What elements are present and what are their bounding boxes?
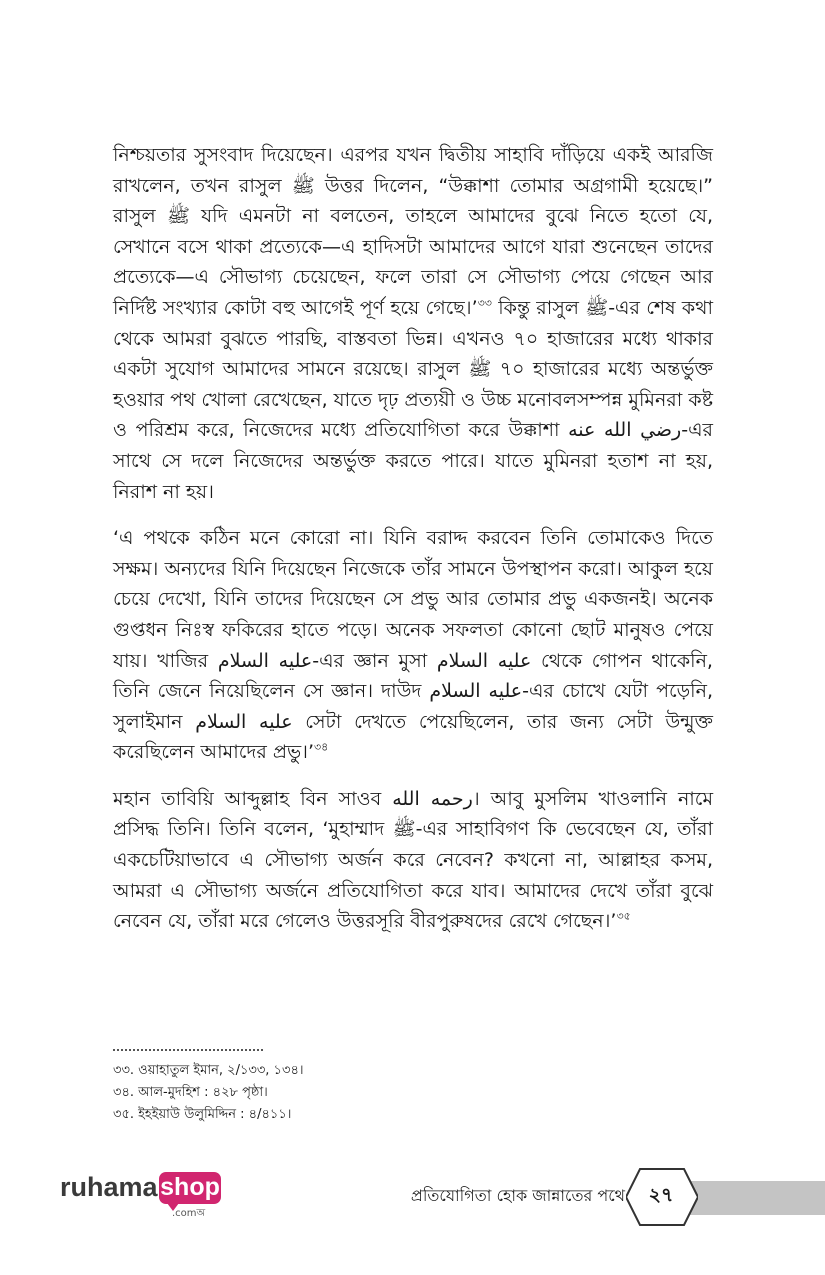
page-number: ২৭ xyxy=(648,1184,674,1206)
main-text xyxy=(113,140,713,953)
footnote-divider xyxy=(113,1049,263,1051)
paragraph-3 xyxy=(113,784,713,937)
footnote-33: ৩৩. ওয়াহাতুল ইমান, ২/১৩৩, ১৩৪। xyxy=(113,1063,304,1078)
paragraph-1-text-b: কিন্তু রাসুল ﷺ-এর শেষ কথা থেকে আমরা বুঝতে পারছি, বাস্তবতা ভিন্ন। এখনও ৭০ হাজারের মধ্যে থাকার একটা সুযোগ আমাদের সামনে রয়েছে। রাসুল ﷺ ৭০ হাজারের মধ্যে অন্তর্ভুক্ত হওয়ার পথ খোলা রেখেছেন, যাতে দৃঢ় প্রত্যয়ী ও উচ্চ মনোবলসম্পন্ন মুমিনরা কষ্ট ও পরিশ্রম করে, নিজেদের মধ্যে প্রতিযোগিতা করে উক্কাশা رضي الله عنه-এর সাথে সে দলে নিজেদের অন্তর্ভুক্ত করতে পারে। যাতে মুমিনরা হতাশ না হয়, নিরাশ না হয়। xyxy=(113,296,714,503)
ruhama-shop-logo xyxy=(60,1172,230,1222)
paragraph-2 xyxy=(113,523,713,768)
paragraph-1 xyxy=(113,140,713,507)
footnote-ref-33[interactable]: ৩৩ xyxy=(477,296,492,310)
page-number-band xyxy=(690,1181,825,1215)
paragraph-3-text: মহান তাবিয়ি আব্দুল্লাহ বিন সাওব رحمه الله। আবু মুসলিম খাওলানি নামে প্রসিদ্ধ তিনি। তিনি বলেন, ‘মুহাম্মাদ ﷺ-এর সাহাবিগণ কি ভেবেছেন যে, তাঁরা একচেটিয়াভাবে এ সৌভাগ্য অর্জন করে নেবেন? কখনো না, আল্লাহর কসম, আমরা এ সৌভাগ্য অর্জনে প্রতিযোগিতা করে যাব। আমাদের দেখে তাঁরা বুঝে নেবেন যে, তাঁরা মরে গেলেও উত্তরসূরি বীরপুরুষদের রেখে গেছেন।’ xyxy=(113,787,713,933)
footnote-35: ৩৫. ইহইয়াউ উলুমিদ্দিন : ৪/৪১১। xyxy=(113,1107,292,1122)
paragraph-1-text-a: নিশ্চয়তার সুসংবাদ দিয়েছেন। এরপর যখন দ্বিতীয় সাহাবি দাঁড়িয়ে একই আরজি রাখলেন, তখন রাসুল ﷺ উত্তর দিলেন, “উক্কাশা তোমার অগ্রগামী হয়েছে।” রাসুল ﷺ যদি এমনটা না বলতেন, তাহলে আমাদের বুঝে নিতে হতো যে, সেখানে বসে থাকা প্রত্যেকে—এ হাদিসটা আমাদের আগে যারা শুনেছেন তাদের প্রত্যেকে—এ সৌভাগ্য চেয়েছেন, ফলে তারা সে সৌভাগ্য পেয়ে গেছেন আর নির্দিষ্ট সংখ্যার কোটা বহু আগেই পূর্ণ হয়ে গেছে।’ xyxy=(113,144,714,319)
footnote-ref-34[interactable]: ৩৪ xyxy=(314,740,329,754)
logo-brand-text: ruhama xyxy=(60,1172,158,1202)
footnotes xyxy=(113,1060,673,1126)
footnote-34: ৩৪. আল-মুদহিশ : ৪২৮ পৃষ্ঠা। xyxy=(113,1085,268,1100)
logo-domain-text: .comঅ xyxy=(172,1208,206,1219)
footnote-ref-35[interactable]: ৩৫ xyxy=(616,909,631,923)
logo-shop-badge: shop xyxy=(159,1172,221,1204)
running-title: প্রতিযোগিতা হোক জান্নাতের পথে xyxy=(410,1186,625,1205)
paragraph-2-text: ‘এ পথকে কঠিন মনে কোরো না। যিনি বরাদ্দ করবেন তিনি তোমাকেও দিতে সক্ষম। অন্যদের যিনি দিয়েছেন নিজেকে তাঁর সামনে উপস্থাপন করো। আকুল হয়ে চেয়ে দেখো, যিনি তাদের দিয়েছেন সে প্রভু আর তোমার প্রভু একজনই। অনেক গুপ্তধন নিঃস্ব ফকিরের হাতে পড়ে। অনেক সফলতা কোনো ছোট মানুষও পেয়ে যায়। খাজির عليه السلام-এর জ্ঞান মুসা عليه السلام থেকে গোপন থাকেনি, তিনি জেনে নিয়েছিলেন সে জ্ঞান। দাউদ عليه السلام-এর চোখে যেটা পড়েনি, সুলাইমান عليه السلام সেটা দেখতে পেয়েছিলেন, তার জন্য সেটা উন্মুক্ত করেছিলেন আমাদের প্রভু।’ xyxy=(113,527,713,764)
